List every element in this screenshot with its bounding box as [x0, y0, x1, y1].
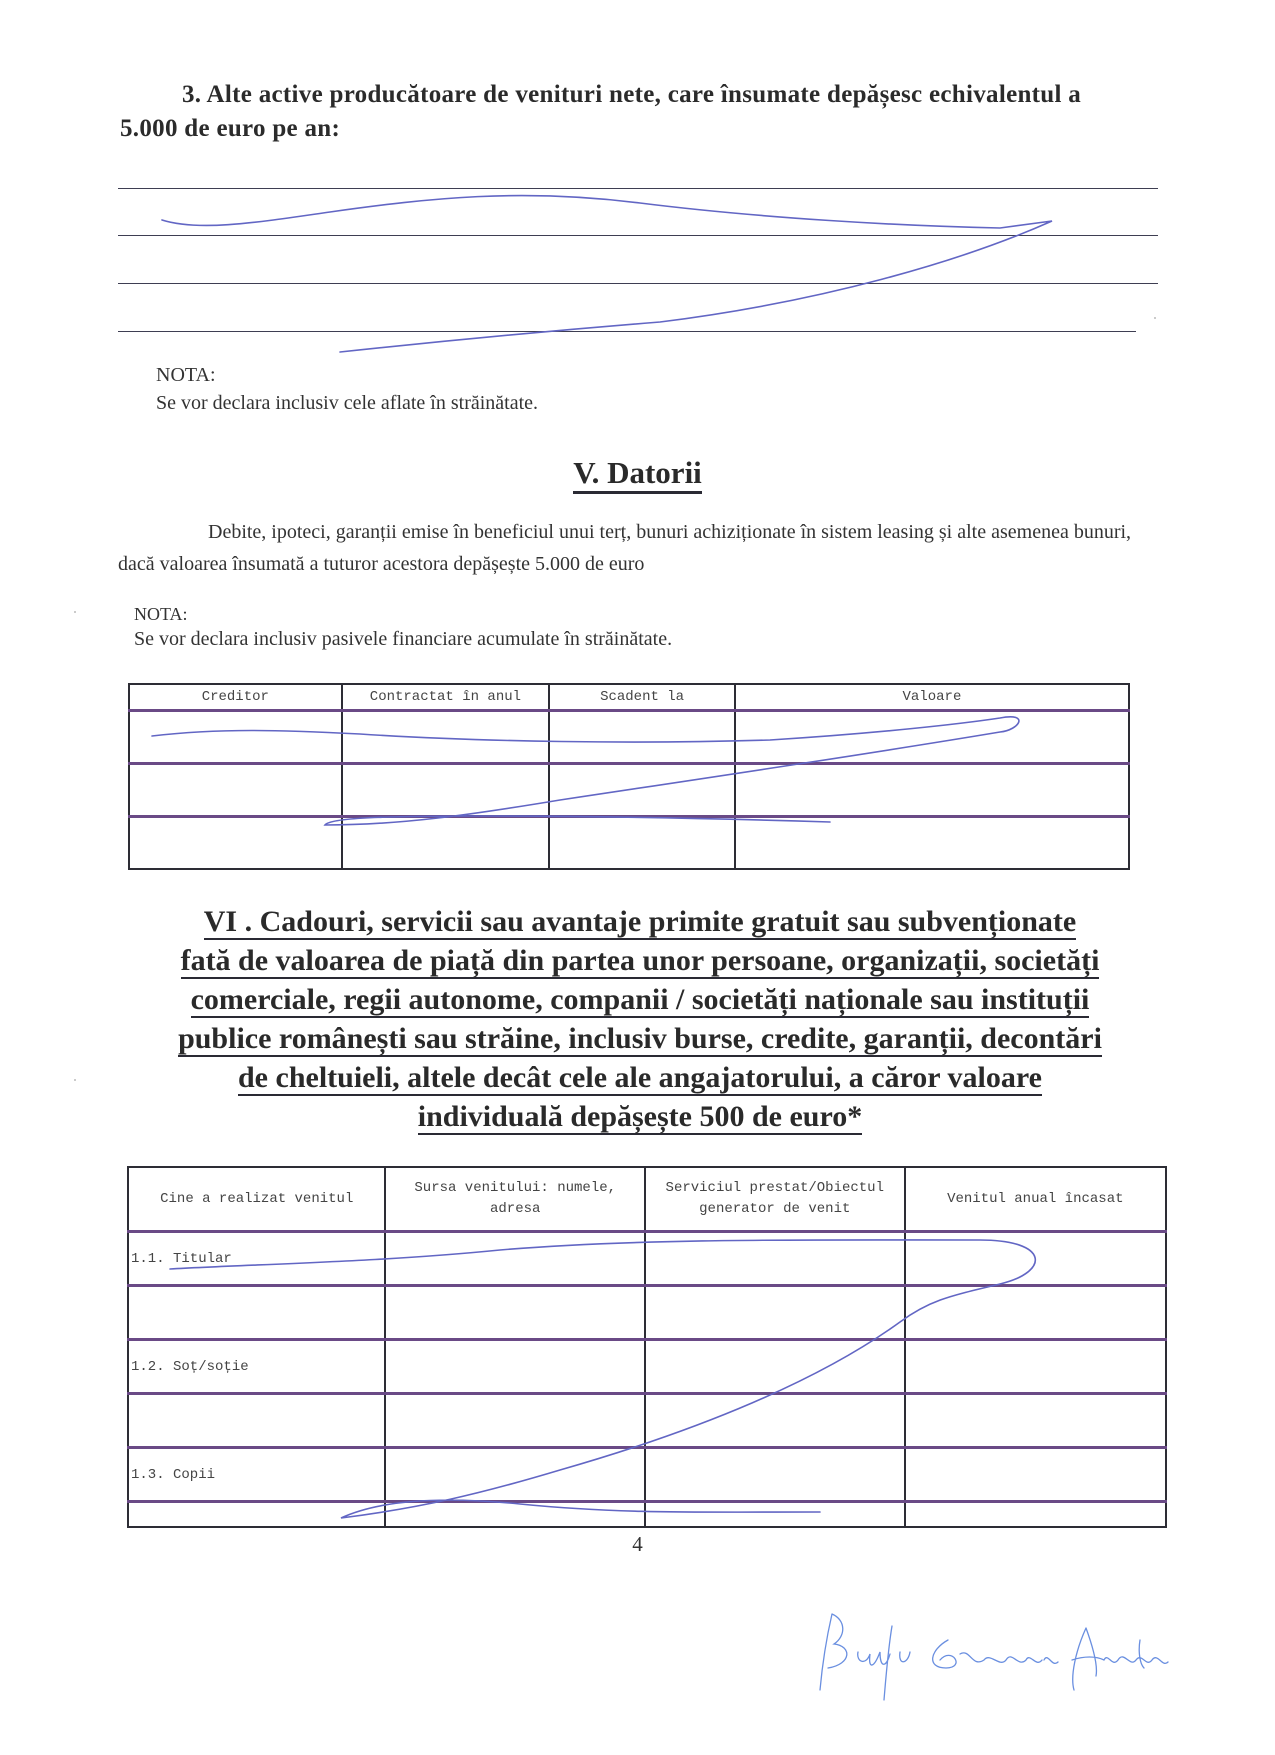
section-v-paragraph — [118, 516, 1158, 580]
section-vi-title — [110, 902, 1170, 1136]
scan-speck — [1154, 317, 1156, 319]
table-header-row — [129, 684, 1129, 711]
section-vi-title-line: individuală depășește 500 de euro* — [417, 1100, 863, 1133]
table-cell — [645, 1502, 905, 1528]
row-label-spouse: 1.2. Soț/soție — [128, 1340, 385, 1394]
table-row — [129, 817, 1129, 870]
table-cell — [549, 764, 735, 817]
signature-icon — [820, 1614, 1168, 1700]
table-row — [128, 1232, 1166, 1286]
column-header-value: Valoare — [735, 684, 1129, 711]
table-cell — [385, 1394, 644, 1448]
table-cell — [905, 1286, 1166, 1340]
table-row — [128, 1502, 1166, 1528]
row-label-children: 1.3. Copii — [128, 1448, 385, 1502]
table-header-row — [128, 1167, 1166, 1232]
table-cell — [905, 1340, 1166, 1394]
table-row — [128, 1448, 1166, 1502]
table-cell — [905, 1502, 1166, 1528]
section-3-title: Alte active producătoare de venituri nete, care însumate depășesc echivalentul a 5.000 de euro pe an: — [120, 81, 1082, 142]
section-vi-title-line: comerciale, regii autonome, companii / societăți naționale sau instituții — [190, 983, 1090, 1016]
table-cell — [385, 1286, 644, 1340]
table-row — [129, 764, 1129, 817]
column-header-annual-income: Venitul anual încasat — [905, 1167, 1166, 1232]
column-header-service: Serviciul prestat/Obiectul generator de venit — [645, 1167, 905, 1232]
table-cell — [129, 764, 342, 817]
table-row — [129, 711, 1129, 764]
table-cell — [645, 1340, 905, 1394]
table-cell — [129, 817, 342, 870]
table-cell — [905, 1394, 1166, 1448]
column-header-who: Cine a realizat venitul — [128, 1167, 385, 1232]
section-v-title-text: V. Datorii — [573, 455, 702, 494]
section-vi-title-line: publice românești sau străine, inclusiv burse, credite, garanții, decontări — [178, 1022, 1102, 1055]
column-header-contracted-year: Contractat în anul — [342, 684, 550, 711]
row-label — [128, 1394, 385, 1448]
row-label-titular: 1.1. Titular — [128, 1232, 385, 1286]
gifts-table — [127, 1166, 1167, 1528]
row-label — [128, 1286, 385, 1340]
table-cell — [549, 817, 735, 870]
table-row — [128, 1286, 1166, 1340]
table-cell — [385, 1232, 644, 1286]
table-cell — [342, 764, 550, 817]
section-vi-title-line: fată de valoarea de piață din partea unor persoane, organizații, societăți — [180, 944, 1100, 977]
nota-text: Se vor declara inclusiv cele aflate în străinătate. — [156, 392, 539, 414]
table-cell — [645, 1286, 905, 1340]
nota-label: NOTA: — [134, 604, 188, 624]
table-cell — [385, 1448, 644, 1502]
scan-speck — [74, 1079, 76, 1081]
table-cell — [645, 1232, 905, 1286]
nota-label: NOTA: — [156, 364, 216, 386]
table-cell — [385, 1502, 644, 1528]
ruled-line — [118, 283, 1158, 284]
nota-text: Se vor declara inclusiv pasivele financiare acumulate în străinătate. — [134, 628, 673, 650]
table-row — [128, 1394, 1166, 1448]
table-cell — [735, 711, 1129, 764]
column-header-due-date: Scadent la — [549, 684, 735, 711]
column-header-source: Sursa venitului: numele, adresa — [385, 1167, 644, 1232]
column-header-creditor: Creditor — [129, 684, 342, 711]
section-v-title — [0, 455, 1275, 491]
section-3-heading — [120, 78, 1140, 146]
row-label — [128, 1502, 385, 1528]
table-cell — [129, 711, 342, 764]
table-cell — [342, 817, 550, 870]
table-cell — [385, 1340, 644, 1394]
scan-speck — [74, 611, 76, 613]
table-cell — [905, 1448, 1166, 1502]
section-3-number: 3. — [182, 81, 202, 108]
debts-table — [128, 683, 1130, 870]
section-vi-title-line: VI . Cadouri, servicii sau avantaje primite gratuit sau subvenționate — [203, 905, 1077, 938]
page-number: 4 — [632, 1532, 643, 1556]
ruled-line — [118, 331, 1136, 332]
table-row — [128, 1340, 1166, 1394]
ruled-line — [118, 188, 1158, 189]
table-cell — [645, 1448, 905, 1502]
table-cell — [735, 764, 1129, 817]
table-cell — [645, 1394, 905, 1448]
table-cell — [342, 711, 550, 764]
section-v-paragraph-text: Debite, ipoteci, garanții emise în beneficiul unui terț, bunuri achiziționate în sistem leasing și alte asemenea bunuri, dacă valoarea însumată a tuturor acestora depășește 5.000 de euro — [118, 521, 1132, 575]
table-cell — [905, 1232, 1166, 1286]
table-cell — [735, 817, 1129, 870]
table-cell — [549, 711, 735, 764]
cancel-stroke-icon — [162, 196, 1052, 352]
section-vi-title-line: de cheltuieli, altele decât cele ale angajatorului, a căror valoare — [238, 1061, 1042, 1094]
ruled-line — [118, 235, 1158, 236]
